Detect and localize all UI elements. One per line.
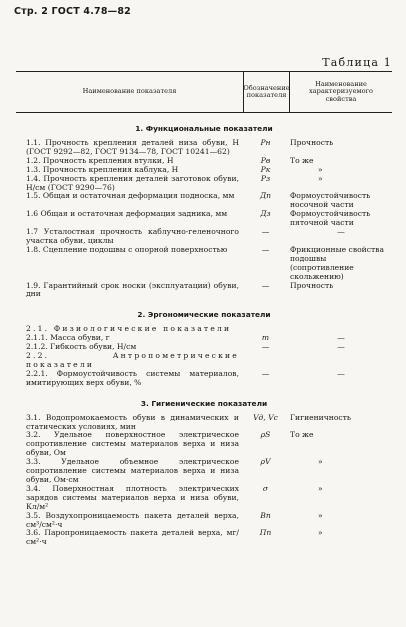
indicator-symbol: — bbox=[261, 368, 270, 378]
indicator-symbol: — bbox=[261, 280, 270, 290]
indicator-property: » bbox=[318, 528, 323, 538]
indicator-name: 1.5. Общая и остаточная деформация подноска, мм bbox=[26, 191, 235, 201]
indicator-name: 2.2.1. Формоустойчивость системы материалов, имитирующих верх обуви, % bbox=[26, 368, 239, 387]
indicator-property: То же bbox=[290, 430, 314, 440]
page-header: Стр. 2 ГОСТ 4.78—82 bbox=[14, 6, 131, 17]
indicator-property: То же bbox=[290, 155, 314, 165]
section-title: 3. Гигиенические показатели bbox=[140, 398, 268, 408]
indicator-name: 1.6 Общая и остаточная деформация задника, мм bbox=[26, 209, 228, 219]
table-row bbox=[16, 352, 392, 370]
indicator-property: — bbox=[337, 342, 345, 352]
table-row bbox=[16, 414, 392, 432]
table-row bbox=[16, 282, 392, 300]
indicator-property: — bbox=[337, 368, 345, 378]
col-header-symbol: Обозначение показателя bbox=[244, 72, 290, 112]
indicator-symbol: σ bbox=[262, 483, 269, 493]
indicator-symbol: Рв bbox=[260, 155, 271, 165]
indicator-name: 1.4. Прочность крепления деталей заготовок обуви, Н/см (ГОСТ 9290—76) bbox=[26, 173, 239, 192]
indicator-symbol: Дп bbox=[259, 191, 272, 201]
table-row bbox=[16, 192, 392, 210]
indicator-name: 1.3. Прочность крепления каблука, Н bbox=[26, 164, 179, 174]
indicator-name: 3.2. Удельное поверхностное электрическое сопротивление системы материалов верха и низа обуви, Ом bbox=[26, 430, 239, 458]
indicator-name: 3.3. Удельное объемное электрическое сопротивление системы материалов верха и низа обуви, Ом·см bbox=[26, 457, 239, 484]
indicator-name: 3.4. Поверхностная плотность электрических зарядов системы материалов верха и низа обуви, Кл/м² bbox=[26, 483, 239, 511]
table-row bbox=[16, 139, 392, 157]
indicator-symbol: Вп bbox=[260, 510, 271, 520]
indicator-property: — bbox=[337, 227, 345, 237]
indicator-name: 1.8. Сцепление подошвы с опорной поверхностью bbox=[26, 244, 228, 254]
table-row bbox=[16, 458, 392, 485]
indicator-name: 1.1. Прочность крепления деталей низа обуви, Н (ГОСТ 9292—82, ГОСТ 9134—78, ГОСТ 10241—62) bbox=[26, 138, 239, 156]
col-header-property: Наименование характеризуемого свойства bbox=[309, 80, 373, 103]
indicator-property: Формоустойчивость пяточной части bbox=[290, 209, 371, 228]
indicator-property bbox=[288, 352, 392, 370]
table-row bbox=[16, 529, 392, 547]
indicator-property: Фрикционные свойства подошвы (сопротивление скольжению) bbox=[290, 244, 384, 281]
indicator-symbol: — bbox=[261, 244, 270, 254]
indicator-name: 2.1. Физиологические показатели bbox=[26, 324, 232, 334]
indicator-property: » bbox=[318, 457, 323, 467]
indicator-name: 2.1.2. Гибкость обуви, Н/см bbox=[26, 342, 137, 352]
indicator-property: — bbox=[337, 333, 345, 343]
indicator-property: Прочность bbox=[290, 138, 334, 147]
indicator-name: 2.1.1. Масса обуви, г bbox=[26, 333, 110, 343]
indicator-name: 1.9. Гарантийный срок носки (эксплуатации) обуви, дни bbox=[26, 280, 239, 299]
table-row bbox=[16, 246, 392, 282]
table-row bbox=[16, 431, 392, 458]
indicator-symbol: — bbox=[261, 342, 270, 352]
indicator-property: » bbox=[318, 173, 323, 183]
indicator-property: » bbox=[318, 510, 323, 520]
indicator-symbol bbox=[243, 352, 288, 370]
indicator-name: 1.2. Прочность крепления втулки, Н bbox=[26, 155, 174, 165]
indicator-name: 3.5. Воздухопроницаемость пакета деталей верха, см³/см²·ч bbox=[26, 510, 239, 529]
indicator-property: Гигиеничность bbox=[290, 412, 351, 422]
indicator-symbol: Рн bbox=[260, 138, 271, 147]
indicator-symbol: Пп bbox=[259, 528, 272, 538]
table-row bbox=[16, 228, 392, 246]
table-title: Таблица 1 bbox=[322, 56, 392, 69]
indicator-name: 3.1. Водопромокаемость обуви в динамических и статических условиях, мин bbox=[26, 412, 239, 431]
section-title: 2. Эргономические показатели bbox=[137, 310, 271, 320]
table-row bbox=[16, 485, 392, 512]
table-row bbox=[16, 210, 392, 228]
indicator-name: 2.2. Антропометрические показатели bbox=[26, 351, 239, 369]
indicator-property: Прочность bbox=[290, 280, 334, 290]
indicator-symbol: Дз bbox=[260, 209, 271, 219]
indicator-symbol: — bbox=[261, 227, 270, 237]
indicator-symbol: ρS bbox=[260, 430, 271, 440]
indicator-property: Формоустойчивость носочной части bbox=[290, 191, 371, 210]
indicator-table bbox=[16, 71, 392, 547]
indicator-symbol: Рз bbox=[260, 173, 271, 183]
table-row bbox=[16, 512, 392, 530]
indicator-symbol: m bbox=[261, 333, 270, 343]
table-header bbox=[16, 72, 392, 113]
section-title: 1. Функциональные показатели bbox=[135, 124, 273, 133]
indicator-property: » bbox=[318, 483, 323, 493]
table-row bbox=[16, 370, 392, 388]
table-row bbox=[16, 175, 392, 193]
indicator-symbol: ρV bbox=[260, 457, 271, 467]
indicator-symbol: Vд, Vс bbox=[253, 412, 278, 422]
indicator-name: 1.7 Усталостная прочность каблучно-геленочного участка обуви, циклы bbox=[26, 227, 239, 245]
indicator-property: » bbox=[318, 164, 323, 174]
col-header-name: Наименование показателя bbox=[16, 72, 244, 112]
indicator-symbol: Рк bbox=[260, 164, 271, 174]
indicator-name: 3.6. Паропроницаемость пакета деталей верха, мг/см²·ч bbox=[26, 528, 239, 547]
